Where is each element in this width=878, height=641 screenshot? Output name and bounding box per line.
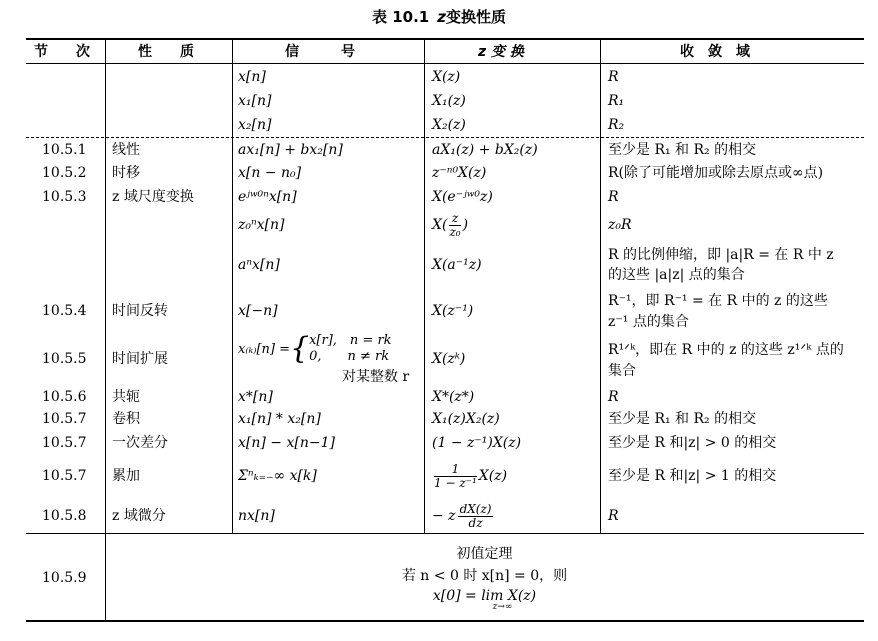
transform-expr <box>432 205 468 245</box>
property-name: 卷积 <box>112 411 140 427</box>
header-roc: 收 敛 域 <box>680 44 750 60</box>
roc-text: z⁻¹ 点的集合 <box>608 314 689 330</box>
transform-suffix: ) <box>462 217 469 233</box>
transform-expr: X*(z*) <box>432 389 475 405</box>
property-name: 时间扩展 <box>112 351 168 367</box>
property-name: z 域微分 <box>112 508 166 524</box>
numerator: 1 <box>434 463 477 477</box>
fraction <box>449 212 460 239</box>
transform-expr: aX₁(z) + bX₂(z) <box>432 142 538 158</box>
roc-text: 至少是 R₁ 和 R₂ 的相交 <box>608 142 757 158</box>
roc-text: 的这些 |a|z| 点的集合 <box>608 267 745 283</box>
section-number: 10.5.7 <box>42 411 87 427</box>
transform-expr: X(e⁻ʲʷ⁰z) <box>432 189 493 205</box>
transform-expr <box>432 496 495 536</box>
section-number: 10.5.7 <box>42 468 87 484</box>
table-title: 表 10.1 z变换性质 <box>372 8 506 26</box>
case-two: 0, n ≠ rk <box>309 349 390 364</box>
signal-expr: Σⁿₖ₌₋∞ x[k] <box>238 468 317 484</box>
section-number: 10.5.9 <box>42 570 87 586</box>
fraction <box>434 463 477 490</box>
signal-expr: x[n − n₀] <box>238 165 302 181</box>
transform-expr: (1 − z⁻¹)X(z) <box>432 435 522 451</box>
transform-expr: X(zᵏ) <box>432 351 466 367</box>
bottom-rule <box>26 620 864 622</box>
property-name: 时移 <box>112 165 140 181</box>
roc-text: R 的比例伸缩，即 |a|R = 在 R 中 z <box>608 247 834 263</box>
property-name: z 域尺度变换 <box>112 189 194 205</box>
section-number: 10.5.6 <box>42 389 87 405</box>
base-roc: R₁ <box>608 93 625 109</box>
signal-expr: x*[n] <box>238 389 273 405</box>
base-signal: x[n] <box>238 69 266 85</box>
denominator: 1 − z⁻¹ <box>434 475 477 490</box>
signal-expr: x[−n] <box>238 303 278 319</box>
section-number: 10.5.1 <box>42 142 87 158</box>
roc-text: R¹ᐟᵏ，即在 R 中的 z 的这些 z¹ᐟᵏ 点的 <box>608 342 844 358</box>
section-number: 10.5.3 <box>42 189 87 205</box>
base-transform: X(z) <box>432 69 461 85</box>
col-divider <box>232 39 233 534</box>
transform-expr: z⁻ⁿ⁰X(z) <box>432 165 487 181</box>
roc-text: R <box>608 389 619 405</box>
limit-subscript: z→∞ <box>492 602 513 612</box>
roc-text: 至少是 R 和|z| > 0 的相交 <box>608 435 777 451</box>
signal-expr: aⁿx[n] <box>238 257 280 273</box>
fraction <box>458 503 494 530</box>
roc-text: 集合 <box>608 363 636 379</box>
roc-text: z₀R <box>608 217 632 233</box>
header-signal: 信 号 <box>285 44 355 60</box>
col-divider <box>600 39 601 534</box>
roc-text: 至少是 R 和|z| > 1 的相交 <box>608 468 777 484</box>
base-signal: x₂[n] <box>238 117 272 133</box>
signal-expr: eʲʷ⁰ⁿx[n] <box>238 189 297 205</box>
expansion-note: 对某整数 r <box>342 369 410 385</box>
brace-symbol: { <box>290 331 310 366</box>
header-section: 节 次 <box>34 44 90 60</box>
signal-expr: x[n] − x[n−1] <box>238 435 335 451</box>
section-number: 10.5.4 <box>42 303 87 319</box>
signal-expr: x₁[n] * x₂[n] <box>238 411 321 427</box>
property-name: 共轭 <box>112 389 140 405</box>
transform-expr <box>432 456 507 496</box>
section-number: 10.5.2 <box>42 165 87 181</box>
denominator: z₀ <box>449 224 461 239</box>
section-number: 10.5.5 <box>42 351 87 367</box>
base-transform: X₂(z) <box>432 117 466 133</box>
transform-prefix: X( <box>432 217 448 233</box>
header-rule <box>26 63 864 64</box>
signal-expr <box>238 330 392 369</box>
signal-expr: z₀ⁿx[n] <box>238 217 285 233</box>
signal-expr: nx[n] <box>238 508 275 524</box>
roc-text: 至少是 R₁ 和 R₂ 的相交 <box>608 411 757 427</box>
header-property: 性 质 <box>138 44 194 60</box>
property-name: 一次差分 <box>112 435 168 451</box>
roc-text: R(除了可能增加或除去原点或∞点) <box>608 165 824 181</box>
transform-suffix: X(z) <box>478 468 508 484</box>
roc-text: R <box>608 189 619 205</box>
transform-prefix: − z <box>432 508 456 524</box>
property-name: 线性 <box>112 142 140 158</box>
numerator: z <box>449 212 460 226</box>
expansion-lhs: x₍ₖ₎[n] = <box>238 342 290 357</box>
col-divider <box>105 39 106 534</box>
section-number: 10.5.7 <box>42 435 87 451</box>
dashed-separator <box>26 137 864 138</box>
header-transform: z 变 换 <box>478 44 524 60</box>
property-name: 时间反转 <box>112 303 168 319</box>
base-signal: x₁[n] <box>238 93 272 109</box>
numerator: dX(z) <box>459 501 492 516</box>
denominator: dz <box>468 515 483 530</box>
base-transform: X₁(z) <box>432 93 466 109</box>
top-rule <box>26 38 864 40</box>
initial-theorem-result: x[0] = lim X(z) <box>432 588 537 604</box>
case-one: x[r], n = rk <box>309 333 392 348</box>
transform-expr: X(z⁻¹) <box>432 303 474 319</box>
signal-expr: ax₁[n] + bx₂[n] <box>238 142 343 158</box>
initial-theorem-title: 初值定理 <box>456 546 513 562</box>
base-roc: R₂ <box>608 117 625 133</box>
base-roc: R <box>608 69 619 85</box>
col-divider <box>424 39 425 534</box>
transform-expr: X(a⁻¹z) <box>432 257 482 273</box>
roc-text: R <box>608 508 619 524</box>
section-number: 10.5.8 <box>42 508 87 524</box>
initial-theorem-condition: 若 n < 0 时 x[n] = 0，则 <box>401 568 568 584</box>
transform-expr: X₁(z)X₂(z) <box>432 411 500 427</box>
property-name: 累加 <box>112 468 140 484</box>
roc-text: R⁻¹，即 R⁻¹ = 在 R 中的 z 的这些 <box>608 293 828 309</box>
